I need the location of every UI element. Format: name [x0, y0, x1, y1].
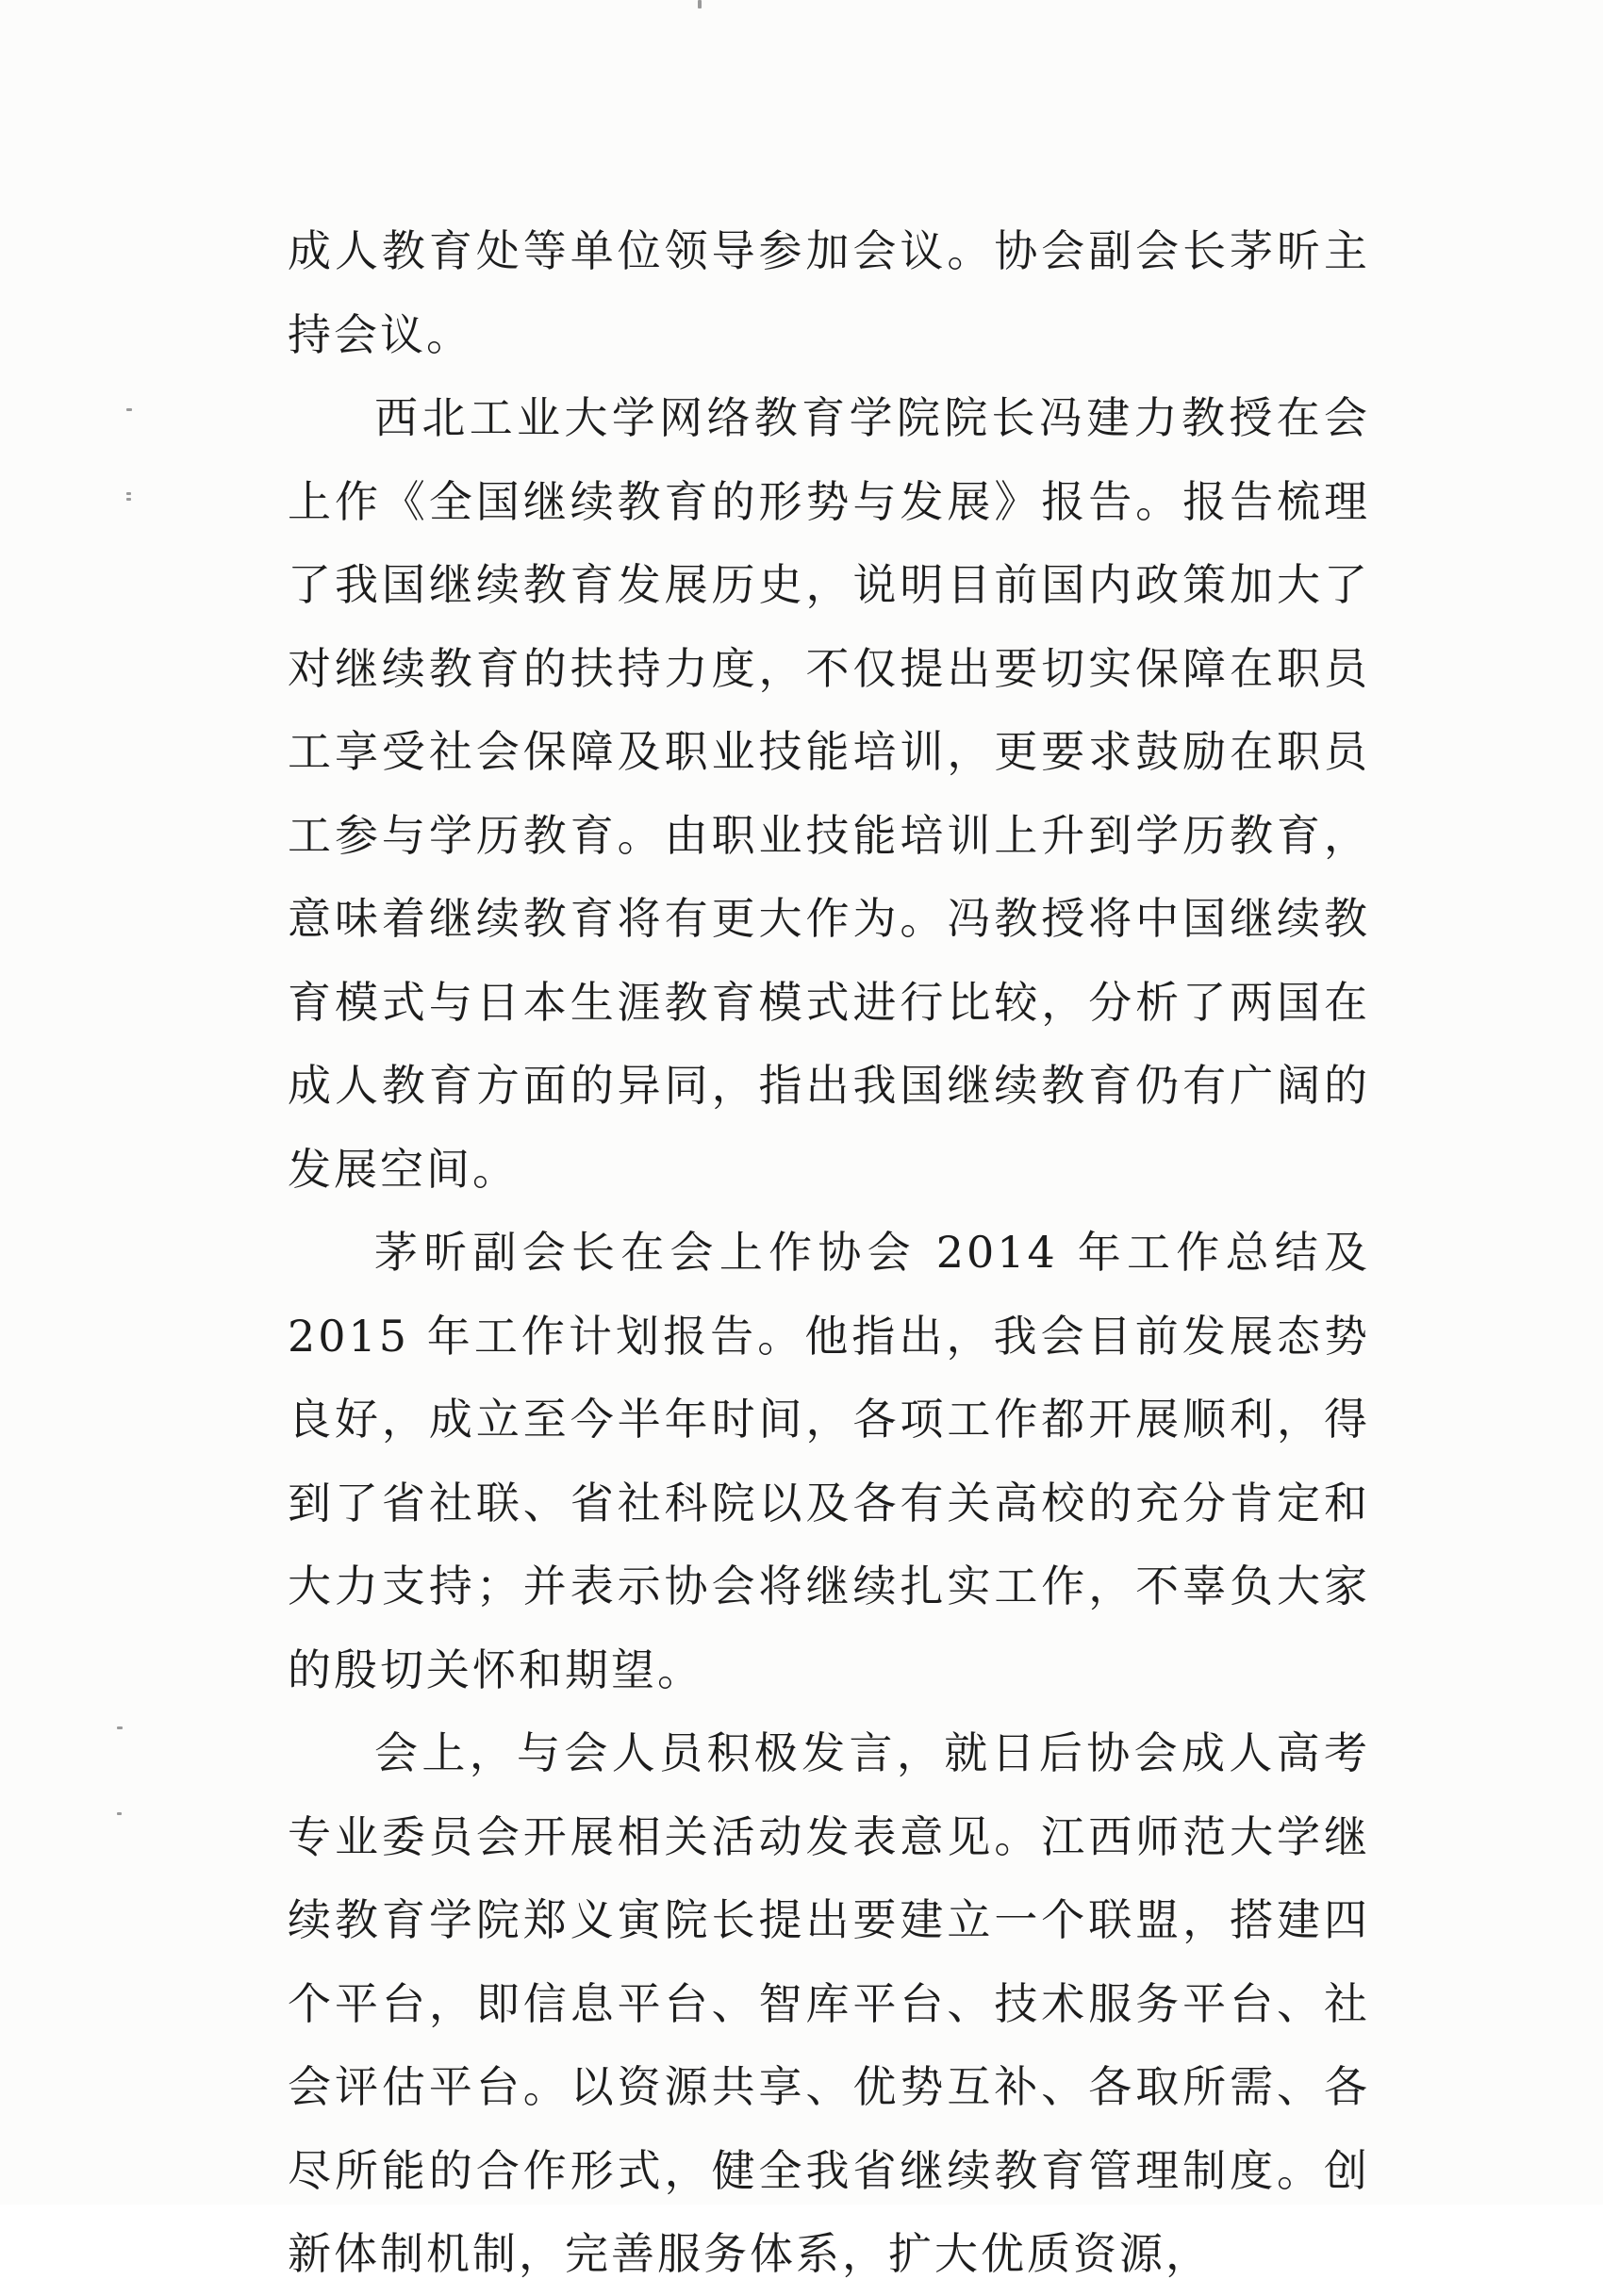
scan-speck [698, 0, 702, 8]
paragraph-feng-report: 西北工业大学网络教育学院院长冯建力教授在会上作《全国继续教育的形势与发展》报告。报告梳理了我国继续教育发展历史，说明目前国内政策加大了对继续教育的扶持力度，不仅提出要切实保障在职员工享受社会保障及职业技能培训，更要求鼓励在职员工参与学历教育。由职业技能培训上升到学历教育，意味着继续教育将有更大作为。冯教授将中国继续教育模式与日本生涯教育模式进行比较，分析了两国在成人教育方面的异同，指出我国继续教育仍有广阔的发展空间。 [288, 392, 1370, 1195]
binding-hole-mark [126, 498, 131, 501]
paragraph-meeting-attendees: 成人教育处等单位领导参加会议。协会副会长茅昕主持会议。 [288, 225, 1370, 360]
binding-hole-mark [126, 492, 131, 495]
binding-hole-mark [126, 408, 132, 411]
paragraph-work-summary: 茅昕副会长在会上作协会 2014 年工作总结及 2015 年工作计划报告。他指出，我会目前发展态势良好，成立至今半年时间，各项工作都开展顺利，得到了省社联、省社科院以及各有关高校的充分肯定和大力支持；并表示协会将继续扎实工作，不辜负大家的殷切关怀和期望。 [288, 1227, 1370, 1695]
paragraph-discussion: 会上，与会人员积极发言，就日后协会成人高考专业委员会开展相关活动发表意见。江西师范大学继续教育学院郑义寅院长提出要建立一个联盟，搭建四个平台，即信息平台、智库平台、技术服务平台、社会评估平台。以资源共享、优势互补、各取所需、各尽所能的合作形式，健全我省继续教育管理制度。创新体制机制，完善服务体系，扩大优质资源， [288, 1727, 1370, 2279]
binding-hole-mark [117, 1726, 123, 1729]
binding-hole-mark [117, 1812, 122, 1815]
document-body [288, 209, 1370, 2296]
